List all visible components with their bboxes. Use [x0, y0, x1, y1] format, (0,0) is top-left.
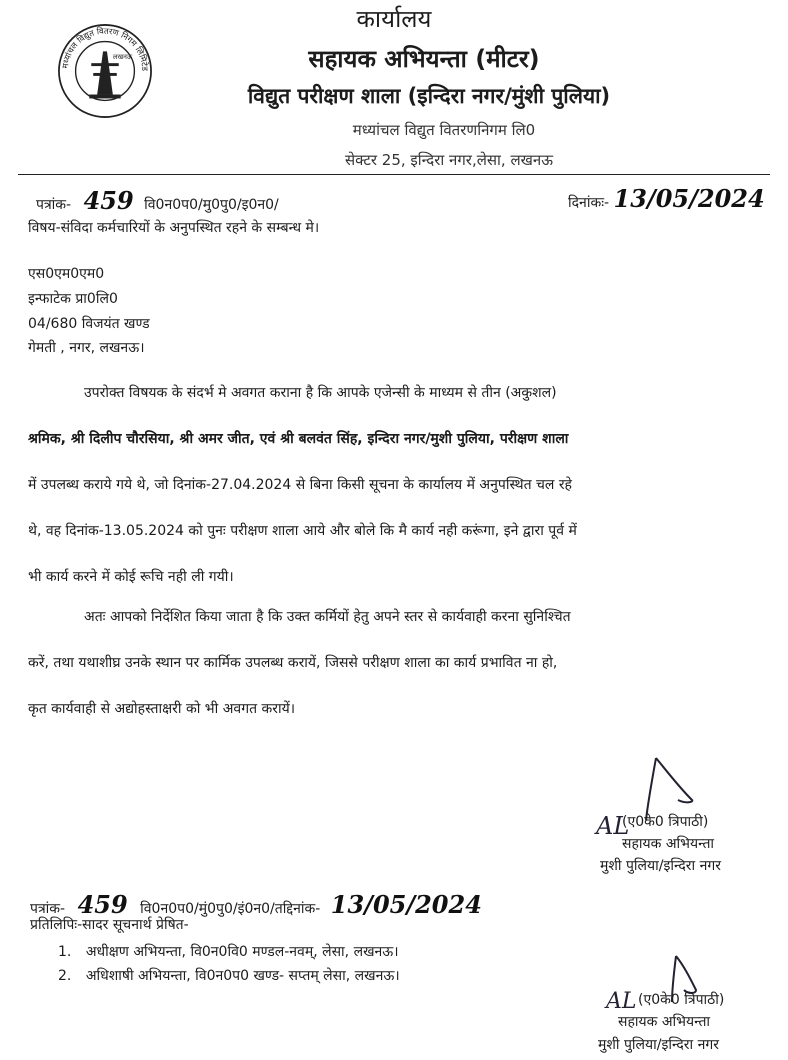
reference-number: 459: [83, 186, 134, 215]
body-line: कृत कार्यवाही से अद्योहस्ताक्षरी को भी अवगत करायें।: [28, 701, 296, 717]
svg-text:AL: AL: [606, 989, 637, 1014]
svg-text:मध्यांचल विद्युत वितरण निगम लि: मध्यांचल विद्युत वितरण निगम लिमिटेड: [59, 25, 151, 72]
body-line: करें, तथा यथाशीघ्र उनके स्थान पर कार्मिक उपलब्ध करायें, जिससे परीक्षण शाला का कार्य प्रभावित ना हो,: [28, 655, 558, 671]
signatory-name: (ए0के0 त्रिपाठी): [622, 814, 709, 830]
signatory-place: मुशी पुलिया/इन्दिरा नगर: [600, 858, 721, 874]
office-address: सेक्टर 25, इन्दिरा नगर,लेसा, लखनऊ: [345, 151, 553, 169]
body-line: भी कार्य करने में कोई रूचि नही ली गयी।: [28, 569, 234, 585]
body-line: उपरोक्त विषयक के संदर्भ मे अवगत कराना है कि आपके एजेन्सी के माध्यम से तीन (अकुशल): [84, 385, 557, 401]
designation-heading: सहायक अभियन्ता (मीटर): [308, 45, 540, 73]
office-heading: कार्यालय: [356, 5, 432, 33]
copy-item-number: 1.: [58, 944, 72, 960]
copy-item: [58, 942, 399, 961]
reference-line: [36, 186, 279, 215]
recipient-line-1: एस0एम0एम0: [28, 266, 105, 282]
copy-item-text: अधीक्षण अभियन्ता, वि0न0वि0 मण्डल-नवम्, लेसा, लखनऊ।: [85, 944, 399, 960]
copy-item-number: 2.: [58, 968, 72, 984]
reference-prefix: पत्रांक-: [36, 197, 72, 213]
lab-heading: विद्युत परीक्षण शाला (इन्दिरा नगर/मुंशी पुलिया): [247, 84, 611, 108]
signatory-title: सहायक अभियन्ता: [618, 1014, 711, 1030]
reference-suffix: वि0न0प0/मु0पु0/इ0न0/: [144, 197, 279, 213]
copy-item: [58, 966, 400, 985]
subject-line: विषय-संविदा कर्मचारियों के अनुपस्थित रहने के सम्बन्ध मे।: [28, 220, 320, 236]
date-label: दिनांकः-: [568, 195, 610, 211]
letter-date: 13/05/2024: [613, 184, 765, 213]
body-line: थे, वह दिनांक-13.05.2024 को पुनः परीक्षण शाला आये और बोले कि मै कार्य नही करूंगा, इने द्वारा पूर्व में: [28, 523, 577, 539]
signatory-place: मुशी पुलिया/इन्दिरा नगर: [598, 1037, 719, 1053]
signatory-title: सहायक अभियन्ता: [622, 836, 715, 852]
copy-item-text: अधिशाषी अभियन्ता, वि0न0प0 खण्ड- सप्तम् लेसा, लखनऊ।: [85, 968, 400, 984]
header-divider: [18, 174, 770, 175]
body-line: में उपलब्ध कराये गये थे, जो दिनांक-27.04.2024 से बिना किसी सूचना के कार्यालय में अनुपस्थित चल रहे: [28, 477, 572, 493]
cc-reference-date: 13/05/2024: [330, 890, 482, 919]
svg-text:लखनऊ: लखनऊ: [112, 53, 133, 62]
copy-heading: प्रतिलिपिः-सादर सूचनार्थ प्रेषित-: [30, 917, 189, 933]
svg-text:AL: AL: [596, 812, 630, 840]
recipient-line-2: इन्फाटेक प्रा0लि0: [28, 291, 118, 307]
cc-reference-number: 459: [77, 890, 128, 919]
recipient-line-4: गेमती , नगर, लखनऊ।: [28, 340, 145, 356]
cc-reference-prefix: पत्रांक-: [30, 901, 66, 917]
signatory-name: (ए0के0 त्रिपाठी): [638, 992, 725, 1008]
signature-2: [604, 950, 714, 1020]
recipient-line-3: 04/680 विजयंत खण्ड: [28, 316, 150, 332]
company-name: मध्यांचल विद्युत वितरणनिगम लि0: [352, 121, 536, 139]
cc-reference-suffix: वि0न0प0/मुं0पु0/इं0न0/तद्दिनांक-: [140, 901, 321, 917]
body-line: श्रमिक, श्री दिलीप चौरसिया, श्री अमर जीत, एवं श्री बलवंत सिंह, इन्दिरा नगर/मुशी पुलिया, परीक्षण शाला: [28, 431, 569, 447]
date-line: [568, 184, 765, 213]
body-line: अतः आपको निर्देशित किया जाता है कि उक्त कर्मियों हेतु अपने स्तर से कार्यवाही करना सुनिश्चित: [84, 609, 571, 625]
